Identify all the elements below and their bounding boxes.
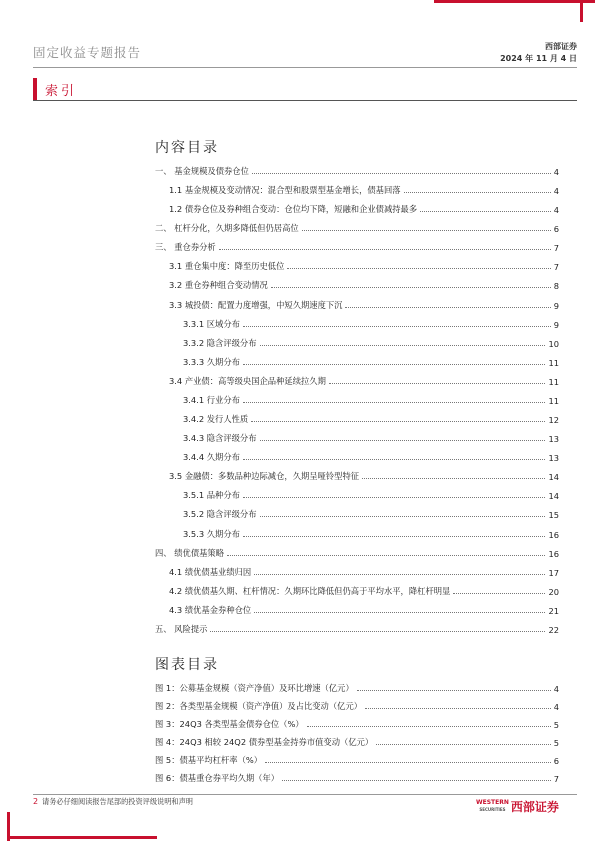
toc-entry-page: 4 (553, 167, 559, 177)
toc-entry[interactable] (155, 583, 559, 597)
figure-entry-page: 6 (553, 756, 559, 766)
toc-entry-page: 22 (548, 624, 559, 635)
toc-entry-page: 7 (553, 262, 559, 273)
figure-entry-label: 图 6：债基重仓券平均久期（年） (155, 773, 280, 783)
toc-entry-page: 16 (548, 548, 559, 559)
toc-entry[interactable] (155, 220, 559, 234)
toc-entry-label: 3.5.3 久期分布 (183, 528, 240, 539)
figure-entry-label: 图 4：24Q3 相较 24Q2 债券型基金持券市值变动（亿元） (155, 737, 374, 747)
dot-leader (243, 326, 551, 327)
toc-entry-label: 1.2 债券仓位及券种组合变动：仓位均下降，短融和企业债减持最多 (169, 204, 418, 215)
section-heading (33, 78, 577, 100)
corner-accent-top-vertical (580, 0, 583, 22)
dot-leader (210, 631, 545, 632)
dot-leader (420, 211, 551, 212)
toc-entry-page: 11 (548, 395, 559, 406)
toc-entry-page: 4 (553, 205, 559, 216)
toc-entry[interactable] (155, 602, 559, 616)
toc-entry-label: 3.4.3 隐含评级分布 (183, 433, 257, 444)
toc-entry-label: 3.4.1 行业分布 (183, 394, 240, 405)
toc-entry-label: 一、 基金规模及债券仓位 (155, 166, 249, 176)
figure-entry-page: 4 (553, 702, 559, 712)
toc-entry-page: 11 (548, 376, 559, 387)
toc-entry[interactable] (155, 526, 559, 540)
toc-entry[interactable] (155, 468, 559, 482)
figure-entry-page: 5 (553, 738, 559, 748)
dot-leader (345, 307, 550, 308)
dot-leader (282, 780, 551, 781)
toc-entry-label: 三、 重仓券分析 (155, 242, 216, 253)
toc-entry-label: 3.4.2 发行人性质 (183, 414, 249, 425)
dot-leader (227, 555, 545, 556)
header-divider (33, 67, 577, 68)
toc-entry-label: 3.3.1 区域分布 (183, 318, 240, 329)
logo-mark (476, 799, 509, 813)
toc-entry-label: 3.3.3 久期分布 (183, 356, 240, 367)
dot-leader (252, 173, 551, 174)
toc-entry[interactable] (155, 621, 559, 635)
toc-entry-label: 4.2 绩优债基久期、杠杆情况：久期环比降低但仍高于平均水平，降杠杆明显 (169, 585, 451, 596)
toc-entry-page: 8 (553, 281, 559, 292)
dot-leader (287, 268, 550, 269)
footer-divider (33, 794, 577, 795)
toc-entry-page: 9 (553, 300, 559, 311)
section-accent-bar (33, 78, 37, 100)
toc-entry[interactable] (155, 354, 559, 368)
dot-leader (357, 690, 551, 691)
figure-entry[interactable] (155, 734, 559, 748)
dot-leader (254, 612, 545, 613)
dot-leader (265, 762, 551, 763)
toc-entry-page: 14 (548, 491, 559, 502)
dot-leader (251, 421, 545, 422)
dot-leader (243, 497, 546, 498)
figure-entry-page: 4 (553, 684, 559, 694)
toc-entry-page: 10 (548, 338, 559, 349)
toc-entry[interactable] (155, 449, 559, 463)
toc-entry-page: 20 (548, 586, 559, 597)
toc-entry-page: 17 (548, 567, 559, 578)
toc-entry[interactable] (155, 392, 559, 406)
figure-entry[interactable] (155, 680, 559, 694)
dot-leader (365, 708, 551, 709)
toc-entry-page: 13 (548, 434, 559, 445)
toc-entry-page: 14 (548, 472, 559, 483)
dot-leader (302, 230, 551, 231)
toc-entry[interactable] (155, 335, 559, 349)
figure-entry[interactable] (155, 752, 559, 766)
section-title: 索引 (45, 84, 78, 99)
toc-entry[interactable] (155, 163, 559, 177)
dot-leader (362, 478, 545, 479)
toc-entry[interactable] (155, 316, 559, 330)
logo-chinese: 西部证券 (510, 799, 559, 814)
dot-leader (453, 593, 545, 594)
toc-entry-label: 3.4.4 久期分布 (183, 452, 240, 463)
toc-title: 内容目录 (155, 140, 219, 156)
toc-entry[interactable] (155, 373, 559, 387)
toc-entry-label: 3.5.2 隐含评级分布 (183, 509, 257, 520)
toc-entry-page: 16 (548, 529, 559, 540)
toc-entry-page: 12 (548, 415, 559, 426)
corner-accent-bottom-horizontal (7, 836, 157, 839)
logo-english-sub: SECURITIES (479, 807, 506, 812)
toc-entry-page: 4 (553, 186, 559, 197)
header-brand: 西部证券 (545, 42, 577, 51)
toc-entry-label: 五、 风险提示 (155, 623, 208, 634)
toc-entry[interactable] (155, 545, 559, 559)
toc-entry-label: 3.3.2 隐含评级分布 (183, 337, 257, 348)
toc-entry[interactable] (155, 487, 559, 501)
logo-english: WESTERN (476, 799, 509, 806)
toc-entry-page: 15 (548, 510, 559, 521)
dot-leader (271, 287, 551, 288)
dot-leader (260, 440, 546, 441)
toc-entry-label: 4.3 绩优基金券种仓位 (169, 604, 252, 615)
toc-entry[interactable] (155, 430, 559, 444)
dot-leader (243, 364, 546, 365)
toc-entry-label: 3.5.1 品种分布 (183, 490, 240, 501)
dot-leader (260, 516, 546, 517)
dot-leader (219, 249, 551, 250)
figure-entry[interactable] (155, 770, 559, 784)
dot-leader (243, 536, 546, 537)
toc-entry-label: 3.5 金融债：多数品种边际减仓，久期呈哑铃型特征 (169, 471, 360, 482)
dot-leader (404, 192, 551, 193)
toc-entry[interactable] (155, 564, 559, 578)
page-number: 2 (33, 797, 39, 806)
toc-entry[interactable] (155, 506, 559, 520)
figure-entry-label: 图 5：债基平均杠杆率（%） (155, 755, 263, 765)
toc-entry-label: 3.4 产业债：高等级央国企品种延续拉久期 (169, 375, 326, 386)
figure-entry-label: 图 2：各类型基金规模（资产净值）及占比变动（亿元） (155, 701, 363, 711)
figures-title: 图表目录 (155, 657, 219, 673)
toc-entry[interactable] (155, 182, 559, 196)
dot-leader (260, 345, 546, 346)
toc-entry-label: 四、 绩优债基策略 (155, 547, 225, 558)
toc-entry[interactable] (155, 297, 559, 311)
toc-entry-label: 1.1 基金规模及变动情况：混合型和股票型基金增长，债基回落 (169, 185, 401, 196)
figure-entry-label: 图 1：公募基金规模（资产净值）及环比增速（亿元） (155, 683, 354, 693)
toc-entry-page: 7 (553, 243, 559, 254)
figure-entry-page: 5 (553, 720, 559, 730)
toc-entry-page: 21 (548, 605, 559, 616)
dot-leader (243, 459, 546, 460)
toc-entry[interactable] (155, 258, 559, 272)
toc-entry[interactable] (155, 201, 559, 215)
toc-entry[interactable] (155, 239, 559, 253)
toc-entry[interactable] (155, 277, 559, 291)
dot-leader (329, 383, 546, 384)
toc-entry-label: 3.1 重仓集中度：降至历史低位 (169, 261, 285, 272)
disclaimer-note: 请务必仔细阅读报告尾部的投资评级说明和声明 (42, 797, 193, 806)
figure-entry-label: 图 3：24Q3 各类型基金债券仓位（%） (155, 719, 304, 729)
report-date: 2024 年 11 月 4 日 (500, 54, 577, 63)
dot-leader (243, 402, 546, 403)
toc-entry-page: 11 (548, 357, 559, 368)
toc-entry-page: 13 (548, 453, 559, 464)
toc-entry-label: 4.1 绩优债基业绩归因 (169, 566, 252, 577)
report-type: 固定收益专题报告 (33, 45, 142, 60)
figure-entry[interactable] (155, 698, 559, 712)
toc-entry-page: 9 (553, 319, 559, 330)
toc-entry-label: 3.2 重仓券种组合变动情况 (169, 280, 268, 291)
figure-entry[interactable] (155, 716, 559, 730)
toc-entry[interactable] (155, 411, 559, 425)
dot-leader (307, 726, 551, 727)
toc-entry-label: 二、 杠杆分化，久期多降低但仍居高位 (155, 223, 299, 234)
company-logo (476, 796, 559, 816)
dot-leader (376, 744, 551, 745)
toc-entry-label: 3.3 城投债：配置力度增强，中短久期速度下沉 (169, 299, 343, 310)
corner-accent-top-horizontal (434, 0, 595, 3)
figure-entry-page: 7 (553, 774, 559, 784)
toc-entry-page: 6 (553, 224, 559, 235)
section-divider (33, 100, 577, 101)
dot-leader (254, 574, 545, 575)
